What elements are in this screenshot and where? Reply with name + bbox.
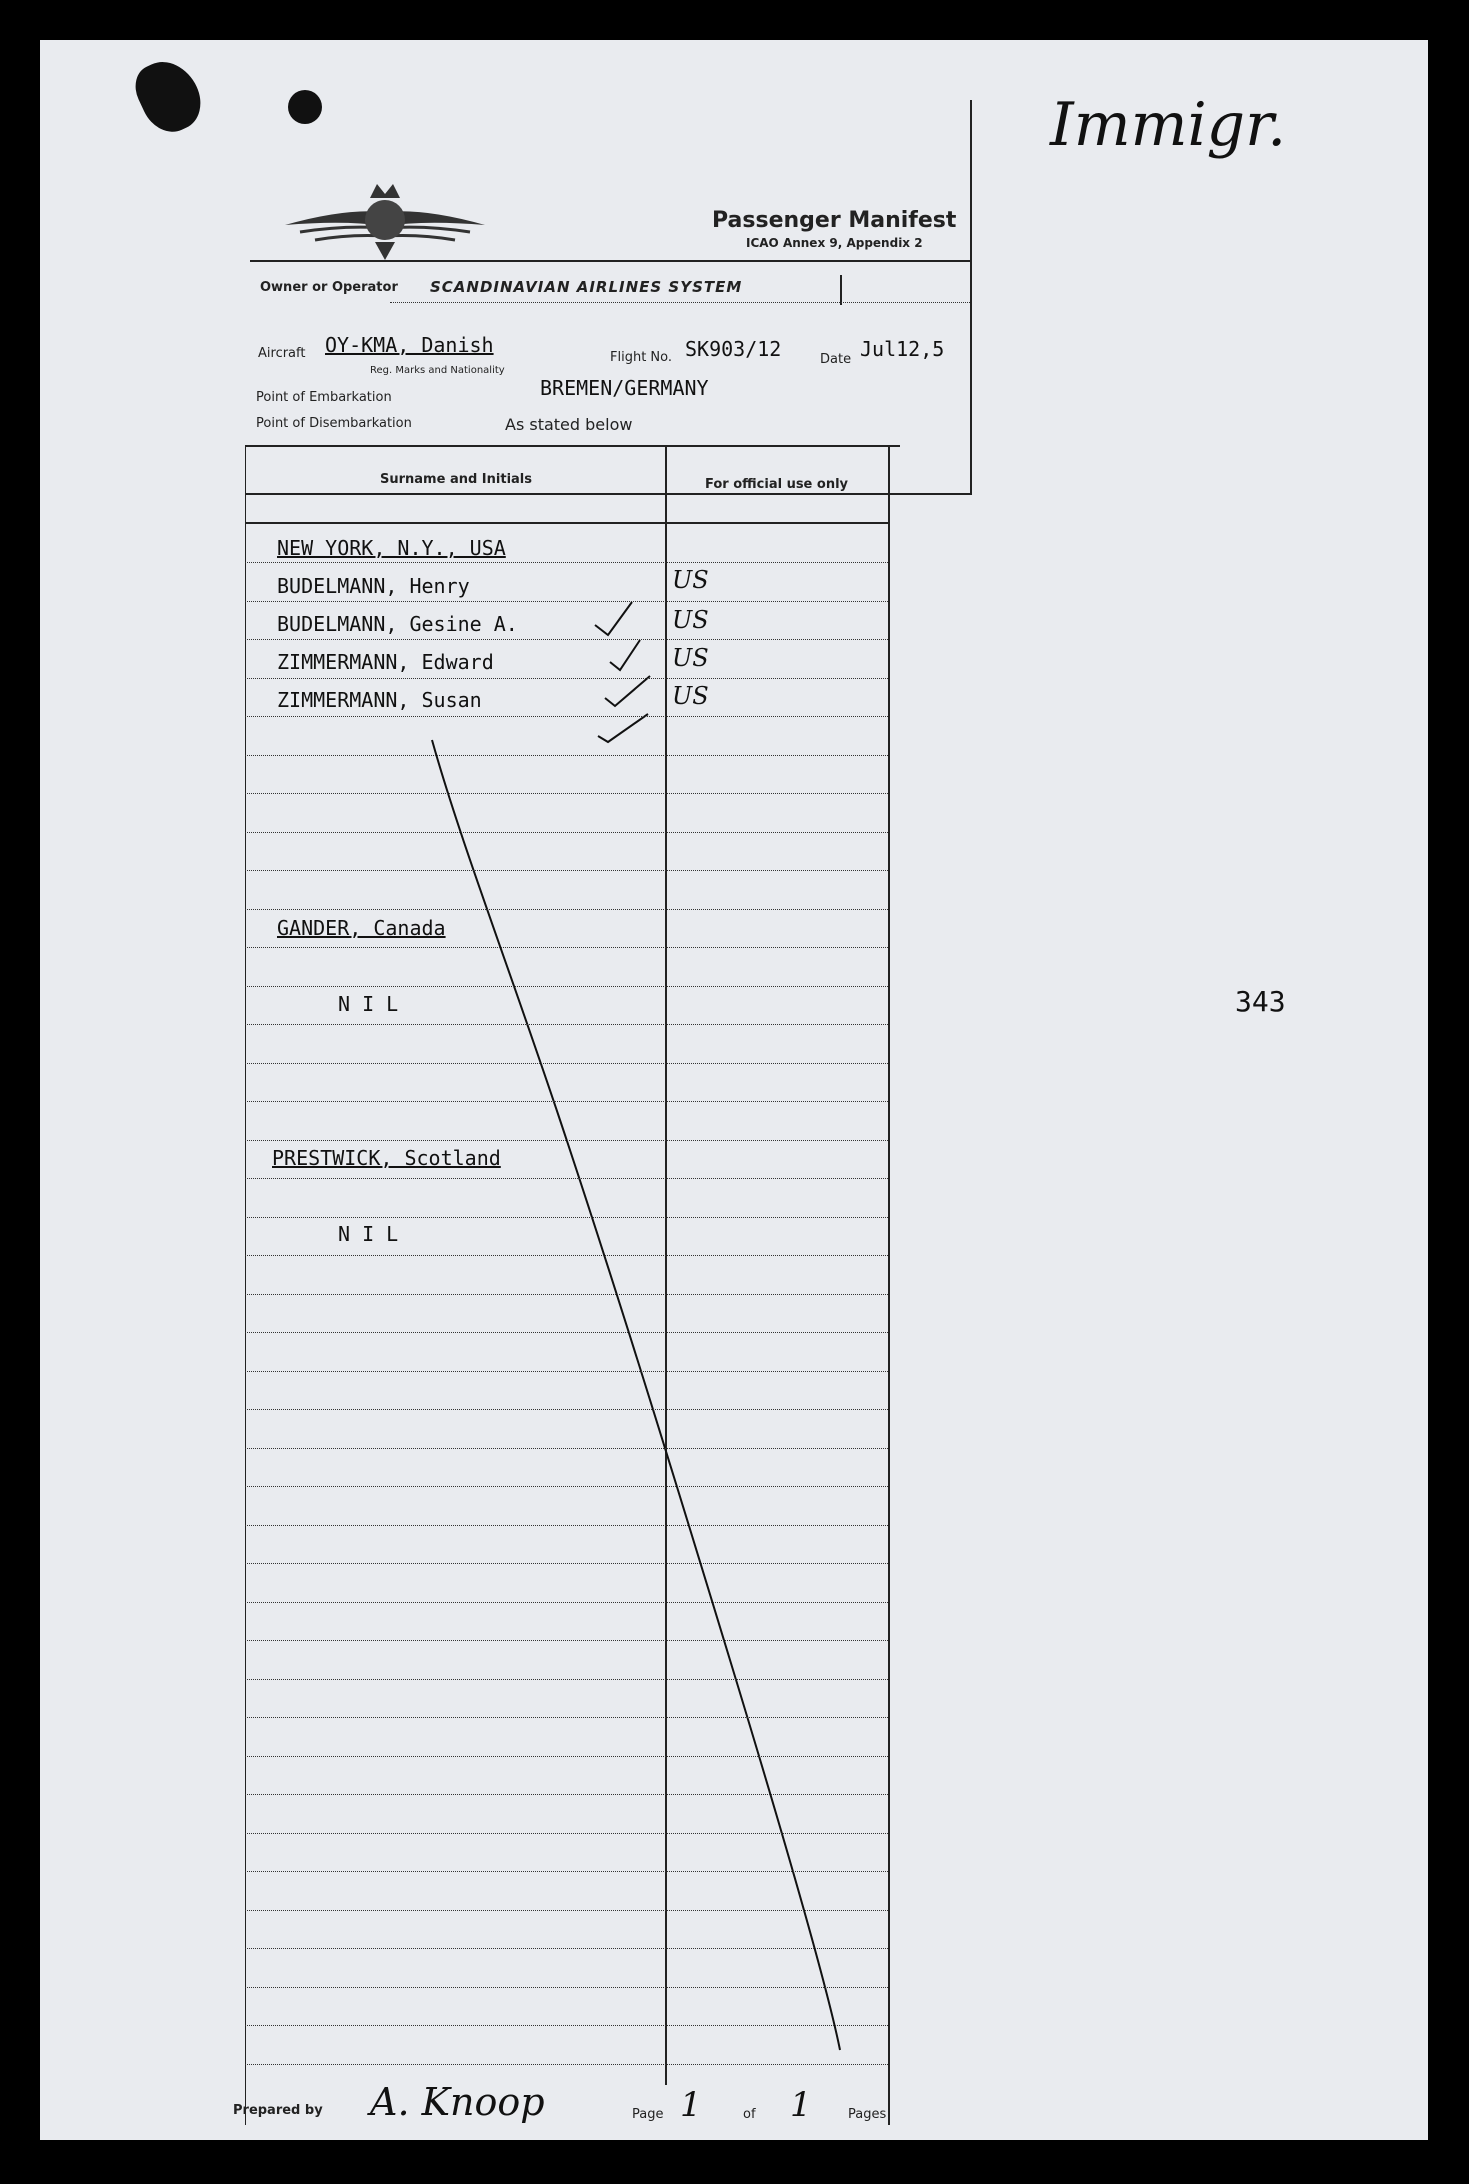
side-number: 343 — [1235, 985, 1286, 1018]
row-rule — [245, 716, 888, 717]
row-rule — [245, 1910, 888, 1911]
col-header-official: For official use only — [705, 477, 849, 492]
passenger-name: BUDELMANN, Henry — [277, 574, 470, 598]
row-rule — [245, 1332, 888, 1333]
row-rule — [245, 1987, 888, 1988]
official-mark: US — [672, 644, 709, 672]
row-rule — [245, 1217, 888, 1218]
aircraft-value: OY-KMA, Danish — [325, 333, 494, 357]
passenger-name: ZIMMERMANN, Edward — [277, 650, 494, 674]
embarkation-value: BREMEN/GERMANY — [540, 376, 709, 400]
section-nil-gander: N I L — [338, 992, 399, 1016]
page-label: Page — [632, 2107, 664, 2122]
official-mark: US — [672, 606, 709, 634]
date-value: Jul12,5 — [860, 337, 945, 361]
strike-line — [40, 40, 1428, 2140]
row-rule — [245, 1101, 888, 1102]
section-place-gander: GANDER, Canada — [277, 916, 446, 940]
row-rule — [245, 793, 888, 794]
row-rule — [245, 1871, 888, 1872]
row-rule — [245, 947, 888, 948]
row-rule — [245, 870, 888, 871]
row-rule — [245, 1602, 888, 1603]
official-mark: US — [672, 682, 709, 710]
form-title: Passenger Manifest — [712, 208, 957, 233]
row-rule — [245, 1448, 888, 1449]
reg-marks-label: Reg. Marks and Nationality — [370, 365, 505, 376]
section-nil-prestwick: N I L — [338, 1222, 399, 1246]
owner-label: Owner or Operator — [260, 280, 398, 295]
prepared-label: Prepared by — [233, 2103, 323, 2118]
row-rule — [245, 1486, 888, 1487]
row-rule — [245, 1371, 888, 1372]
form-subtitle: ICAO Annex 9, Appendix 2 — [746, 236, 923, 250]
passenger-name: ZIMMERMANN, Susan — [277, 688, 482, 712]
row-rule — [245, 832, 888, 833]
row-rule — [245, 601, 888, 602]
row-rule — [245, 639, 888, 640]
row-rule — [245, 1024, 888, 1025]
row-rule — [245, 755, 888, 756]
row-rule — [245, 1563, 888, 1564]
date-label: Date — [820, 352, 852, 367]
row-rule — [245, 909, 888, 910]
row-rule — [245, 1140, 888, 1141]
row-rule — [245, 1717, 888, 1718]
row-rule — [245, 1679, 888, 1680]
row-rule — [245, 1640, 888, 1641]
of-label: of — [743, 2107, 756, 2122]
flight-value: SK903/12 — [685, 337, 782, 361]
page-total: 1 — [790, 2085, 812, 2125]
row-rule — [245, 1063, 888, 1064]
row-rule — [245, 1294, 888, 1295]
row-rule — [245, 1525, 888, 1526]
immigration-note: Immigr. — [1050, 90, 1287, 160]
embarkation-label: Point of Embarkation — [256, 390, 392, 405]
row-rule — [245, 2064, 888, 2065]
row-rule — [245, 1178, 888, 1179]
col-header-names: Surname and Initials — [380, 472, 532, 487]
aircraft-label: Aircraft — [258, 346, 306, 361]
row-rule — [245, 678, 888, 679]
row-rule — [245, 1255, 888, 1256]
row-rule — [245, 986, 888, 987]
official-mark: US — [672, 566, 709, 594]
manifest-sheet — [40, 40, 1428, 2140]
row-rule — [245, 1409, 888, 1410]
row-rule — [245, 562, 888, 563]
flight-label: Flight No. — [610, 350, 673, 365]
section-place-prestwick: PRESTWICK, Scotland — [272, 1146, 501, 1170]
pages-label: Pages — [848, 2107, 887, 2122]
row-rule — [245, 1833, 888, 1834]
page-number: 1 — [680, 2085, 702, 2125]
signature: A. Knoop — [370, 2080, 545, 2124]
disembarkation-value: As stated below — [505, 415, 633, 434]
row-rule — [245, 2025, 888, 2026]
disembarkation-label: Point of Disembarkation — [256, 416, 412, 431]
row-rule — [245, 1794, 888, 1795]
section-place-newyork: NEW YORK, N.Y., USA — [277, 536, 506, 560]
owner-value: SCANDINAVIAN AIRLINES SYSTEM — [430, 278, 743, 296]
row-rule — [245, 1948, 888, 1949]
row-rule — [245, 1756, 888, 1757]
passenger-name: BUDELMANN, Gesine A. — [277, 612, 518, 636]
